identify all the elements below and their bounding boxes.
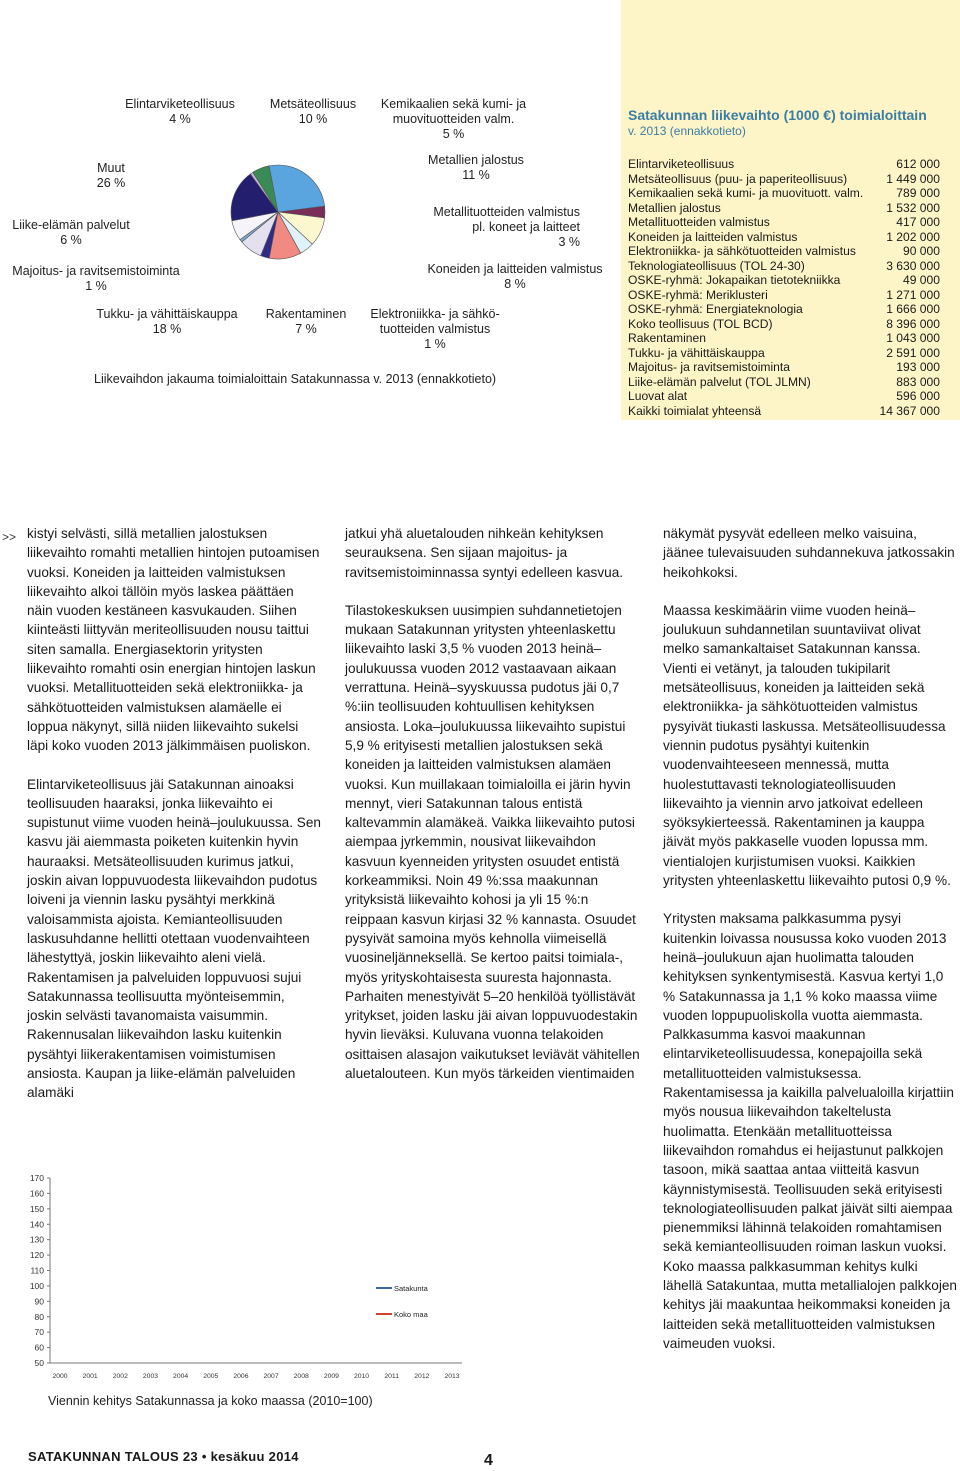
side-table-row — [628, 389, 940, 404]
article-paragraph: näkymät pysyvät edelleen melko vaisuina, jäänee tulevaisuuden suhdannekuva jatkossakin heikohkoksi. — [663, 526, 955, 580]
y-tick-label: 150 — [29, 1203, 44, 1214]
x-tick-label: 2006 — [233, 1373, 249, 1380]
side-row-value: 1 666 000 — [886, 302, 940, 316]
y-tick-label: 60 — [34, 1342, 44, 1353]
side-table-row — [628, 172, 940, 187]
side-table-row — [628, 375, 940, 390]
side-row-value: 612 000 — [896, 157, 940, 171]
side-row-value: 1 043 000 — [886, 331, 940, 345]
pie-label-elektroniikka: Elektroniikka- ja sähkö- tuotteiden valmistus 1 % — [370, 307, 500, 351]
page-number: 4 — [484, 1452, 493, 1469]
side-row-label: Tukku- ja vähittäiskauppa — [628, 345, 765, 360]
x-tick-label: 2007 — [263, 1373, 279, 1380]
side-table-row — [628, 317, 940, 332]
y-tick-label: 100 — [29, 1280, 44, 1291]
export-line-chart — [22, 1168, 482, 1388]
side-table-row — [628, 302, 940, 317]
pie-label-elintarvike: Elintarviketeollisuus 4 % — [125, 97, 235, 126]
side-row-label: Elintarviketeollisuus — [628, 157, 735, 171]
pie-label-metallituotteiden: Metallituotteiden valmistus pl. koneet ja laitteet 3 % — [433, 205, 580, 249]
side-row-value: 596 000 — [896, 389, 940, 403]
side-table-row — [628, 404, 940, 419]
article-paragraph: jatkui yhä aluetalouden nihkeän kehityksen seurauksena. Sen sijaan majoitus- ja ravitsemistoiminnassa syntyi edelleen kasvua. — [345, 526, 624, 580]
side-title: Satakunnan liikevaihto (1000 €) toimialoittain — [628, 107, 927, 123]
side-subtitle: v. 2013 (ennakkotieto) — [628, 124, 746, 138]
side-row-value: 2 591 000 — [886, 345, 940, 360]
side-table-row — [628, 186, 940, 201]
side-table-row — [628, 157, 940, 172]
x-tick-label: 2010 — [353, 1373, 370, 1380]
side-table-row — [628, 331, 940, 346]
x-tick-label: 2008 — [293, 1373, 309, 1380]
x-tick-label: 2013 — [444, 1373, 460, 1380]
x-tick-label: 2012 — [414, 1373, 430, 1380]
side-row-label: Luovat alat — [628, 389, 688, 403]
article-paragraph: kistyi selvästi, sillä metallien jalostuksen liikevaihto romahti metallien hintojen putoamisen vuoksi. Koneiden ja laitteiden valmistuksen liikevaihto alkoi tällöin myös laskea päättäen näin vuoden kestäneen kasvukauden. Siihen kiinteästi liittyvän meriteollisuuden nousu taittui siten samalla. Energiasektorin yritysten liikevaihto romahti osin energian hintojen laskun vuoksi. Metallituotteiden sekä elektroniikka- ja sähkötuotteiden valmistuksen alamäelle ei loppua näkynyt, sillä niiden liikevaihto sukelsi läpi koko vuoden 2013 jälkimmäisen puoliskon. — [27, 526, 320, 754]
side-row-value: 1 271 000 — [886, 287, 940, 302]
x-tick-label: 2009 — [323, 1373, 339, 1380]
side-table-row — [628, 244, 940, 259]
pie-label-liike-elama: Liike-elämän palvelut 6 % — [12, 218, 130, 247]
side-row-value: 90 000 — [903, 244, 940, 258]
pie-chart — [228, 160, 328, 264]
side-row-value: 193 000 — [896, 360, 940, 374]
side-row-label: Koko teollisuus (TOL BCD) — [628, 316, 773, 331]
pie-label-kemikaalien: Kemikaalien sekä kumi- ja muovituotteiden valm. 5 % — [380, 97, 527, 141]
continuation-marker: >> — [2, 530, 17, 544]
x-tick-label: 2005 — [203, 1373, 219, 1380]
side-row-value: 883 000 — [896, 374, 940, 389]
side-row-label: Majoitus- ja ravitsemistoiminta — [628, 360, 790, 374]
x-tick-label: 2000 — [52, 1373, 68, 1380]
x-tick-label: 2011 — [384, 1373, 400, 1380]
article-paragraph: Tilastokeskuksen uusimpien suhdannetietojen mukaan Satakunnan yritysten yhteenlaskettu liikevaihto laski 3,5 % vuoden 2013 heinä–joulukuussa vuoden 2012 vastaavaan aikaan verrattuna. Heinä–syyskuussa pudotus jäi 0,7 %:iin teollisuuden kohtuullisen kehityksen ansiosta. Loka–joulukuussa liikevaihto supistui 5,9 % erityisesti metallien jalostuksen sekä koneiden ja laitteiden valmistuksen alamäen vuoksi. Kun muillakaan toimialoilla ei järin hyvin mennyt, vieri Satakunnan talous entistä kaltevammin alamäkeä. Vaikka liikevaihto putosi aiempaa jyrkemmin, nousivat liikevaihdon kasvuun kyenneiden yritysten osuudet entistä korkeammiksi. Noin 49 %:ssa maakunnan yrityksistä liikevaihto kohosi ja yli 15 %:n reippaan kasvun kirjasi 32 % kannasta. Osuudet pysyivät samoina myös kehnolla viimeisellä vuosineljänneksellä. Se kertoo paitsi toimiala-, myös yrityskohtaisesta suuresta hajonnasta. Parhaiten menestyivät 5–20 henkilöä työllistävät yritykset, joiden lasku jäi aivan loppuvuodestakin hyvin lieväksi. Kuluvana vuonna telakoiden osittaisen alasajon vaikutukset leviävät vähitellen aluetalouteen. Kun myös tärkeiden vientimaiden — [345, 602, 640, 1082]
y-tick-label: 80 — [34, 1311, 44, 1322]
pie-label-koneiden: Koneiden ja laitteiden valmistus 8 % — [427, 262, 603, 291]
y-tick-label: 120 — [29, 1250, 44, 1261]
article-column-1 — [27, 524, 323, 1122]
side-row-value: 1 532 000 — [886, 200, 940, 215]
side-row-label: OSKE-ryhmä: Meriklusteri — [628, 287, 768, 302]
side-table-row — [628, 259, 940, 274]
y-tick-label: 110 — [30, 1265, 44, 1276]
x-tick-label: 2001 — [82, 1373, 98, 1380]
side-row-value: 1 449 000 — [886, 171, 940, 186]
side-row-label: Kaikki toimialat yhteensä — [628, 403, 762, 418]
pie-label-metallien-jalostus: Metallien jalostus 11 % — [428, 153, 524, 182]
article-paragraph: Elintarviketeollisuus jäi Satakunnan ainoaksi teollisuuden haaraksi, jonka liikevaihto ei supistunut viime vuoden heinä–joulukuussa. Sen kasvu jäi aiemmasta poiketen kuitenkin hyvin hauraaksi. Metsäteollisuuden kurimus jatkui, joskin aivan loppuvuodesta liikevaihdon pudotus loiveni ja viennin lasku pysähtyi merkkinä valoisammista ajoista. Kemianteollisuuden laskusuhdanne hellitti otettaan vuodenvaihteen lähestyttyä, joskin liikevaihto aleni vielä. Rakentamisen ja palveluiden loppuvuosi sujui Satakunnassa teollisuutta myönteisemmin, joskin selvästi tavanomaista vaisummin. Rakennusalan liikevaihdon lasku kuitenkin pysähtyi liikerakentamisen voimistumisen ansiosta. Kaupan ja liike-elämän palveluiden alamäki — [27, 776, 321, 1101]
side-row-value: 1 202 000 — [886, 229, 940, 244]
side-row-value: 14 367 000 — [879, 403, 940, 418]
side-row-value: 49 000 — [903, 273, 940, 287]
legend-label: Satakunta — [394, 1284, 428, 1293]
article-column-2 — [345, 524, 640, 1102]
chart-caption: Viennin kehitys Satakunnassa ja koko maassa (2010=100) — [48, 1394, 373, 1408]
x-tick-label: 2004 — [173, 1373, 189, 1380]
side-row-value: 789 000 — [896, 186, 940, 200]
y-tick-label: 130 — [29, 1234, 44, 1245]
side-table — [628, 157, 940, 418]
side-table-row — [628, 230, 940, 245]
side-row-label: Elektroniikka- ja sähkötuotteiden valmistus — [628, 244, 856, 258]
pie-caption: Liikevaihdon jakauma toimialoittain Satakunnassa v. 2013 (ennakkotieto) — [94, 372, 497, 386]
side-table-row — [628, 215, 940, 230]
side-table-row — [628, 273, 940, 288]
side-row-value: 8 396 000 — [886, 316, 940, 331]
y-tick-label: 50 — [34, 1358, 44, 1368]
y-tick-label: 170 — [29, 1173, 44, 1183]
side-row-label: Metallien jalostus — [628, 200, 721, 215]
article-paragraph: Yritysten maksama palkkasumma pysyi kuitenkin loivassa nousussa koko vuoden 2013 heinä–joulukuun ajan huolimatta talouden kehityksen synkentymisestä. Kasvua kertyi 1,0 % Satakunnassa ja 1,1 % koko maassa viime vuoden loppupuoliskolla vuotta aiemmasta. Palkkasumma kasvoi maakunnan elintarviketeollisuudessa, konepajoilla sekä metallituotteiden valmistuksessa. Rakentamisessa ja kaikilla palvelualoilla kirjattiin myös nousua liikevaihdon takeltelusta huolimatta. Etenkään metallituotteissa liikevaihdon romahdus ei heijastunut palkkojen tasoon, mikä saattaa antaa viitteitä kasvun käynnistymisestä. Teollisuuden sekä erityisesti teknologiateollisuuden palkat jäivät silti aiempaa pienemmiksi lähinnä telakoiden romahtamisen sekä kemianteollisuuden roiman laskun vuoksi. Koko maassa palkkasumman kehitys kulki lähellä Satakuntaa, mutta metallialojen palkkojen kehitys jäi maakuntaa heikommaksi koneiden ja laitteiden sekä metallituotteiden valmistuksen vaimeuden vuoksi. — [663, 911, 957, 1351]
pie-label-metsa: Metsäteollisuus 10 % — [269, 97, 357, 126]
side-row-label: Liike-elämän palvelut (TOL JLMN) — [628, 374, 811, 389]
pie-label-muut: Muut 26 % — [96, 161, 126, 190]
article-paragraph: Maassa keskimäärin viime vuoden heinä–joulukuun suhdannetilan suuntaviivat olivat melko samankaltaiset Satakunnan kanssa. Vienti ei vetänyt, ja talouden tukipilarit metsäteollisuus, koneiden ja laitteiden sekä elektroniikka- ja sähkötuotteiden valmistus pysyivät tiukasti laskussa. Metsäteollisuudessa viennin pudotus pysähtyi kuitenkin vuodenvaihteeseen mennessä, mutta huolestuttavasti teknologiateollisuuden liikevaihto ja viennin arvo jatkoivat edelleen syöksykierteessä. Rakentaminen ja kauppa jäivät myös pakkaselle vuoden lopussa mm. vientialojen kurjistumisen vuoksi. Kaikkien yritysten yhteenlaskettu liikevaihto putosi 0,9 %. — [663, 602, 951, 889]
side-row-label: Koneiden ja laitteiden valmistus — [628, 229, 798, 244]
side-table-row — [628, 288, 940, 303]
pie-label-majoitus: Majoitus- ja ravitsemistoiminta 1 % — [12, 264, 180, 293]
side-table-row — [628, 201, 940, 216]
legend-label: Koko maa — [394, 1310, 428, 1319]
side-row-label: Rakentaminen — [628, 331, 706, 345]
side-row-value: 417 000 — [896, 215, 940, 229]
footer-publication: SATAKUNNAN TALOUS 23 • kesäkuu 2014 — [28, 1449, 299, 1464]
side-table-row — [628, 360, 940, 375]
side-row-label: Teknologiateollisuus (TOL 24-30) — [628, 258, 805, 273]
side-row-value: 3 630 000 — [886, 258, 940, 273]
pie-label-rakentaminen: Rakentaminen 7 % — [265, 307, 347, 336]
side-row-label: OSKE-ryhmä: Jokapaikan tietotekniikka — [628, 273, 841, 287]
side-row-label: Kemikaalien sekä kumi- ja muovituott. valm. — [628, 186, 864, 200]
x-tick-label: 2002 — [112, 1373, 128, 1380]
side-table-row — [628, 346, 940, 361]
side-row-label: Metsäteollisuus (puu- ja paperiteollisuus) — [628, 171, 848, 186]
side-row-label: OSKE-ryhmä: Energiateknologia — [628, 302, 803, 316]
pie-slice-muut — [269, 165, 324, 212]
side-row-label: Metallituotteiden valmistus — [628, 215, 770, 229]
y-tick-label: 70 — [34, 1327, 44, 1338]
x-tick-label: 2003 — [142, 1373, 159, 1380]
y-tick-label: 140 — [29, 1219, 44, 1230]
article-column-3 — [663, 524, 958, 1372]
y-tick-label: 90 — [34, 1296, 44, 1307]
pie-label-tukku: Tukku- ja vähittäiskauppa 18 % — [96, 307, 238, 336]
y-tick-label: 160 — [29, 1188, 44, 1199]
